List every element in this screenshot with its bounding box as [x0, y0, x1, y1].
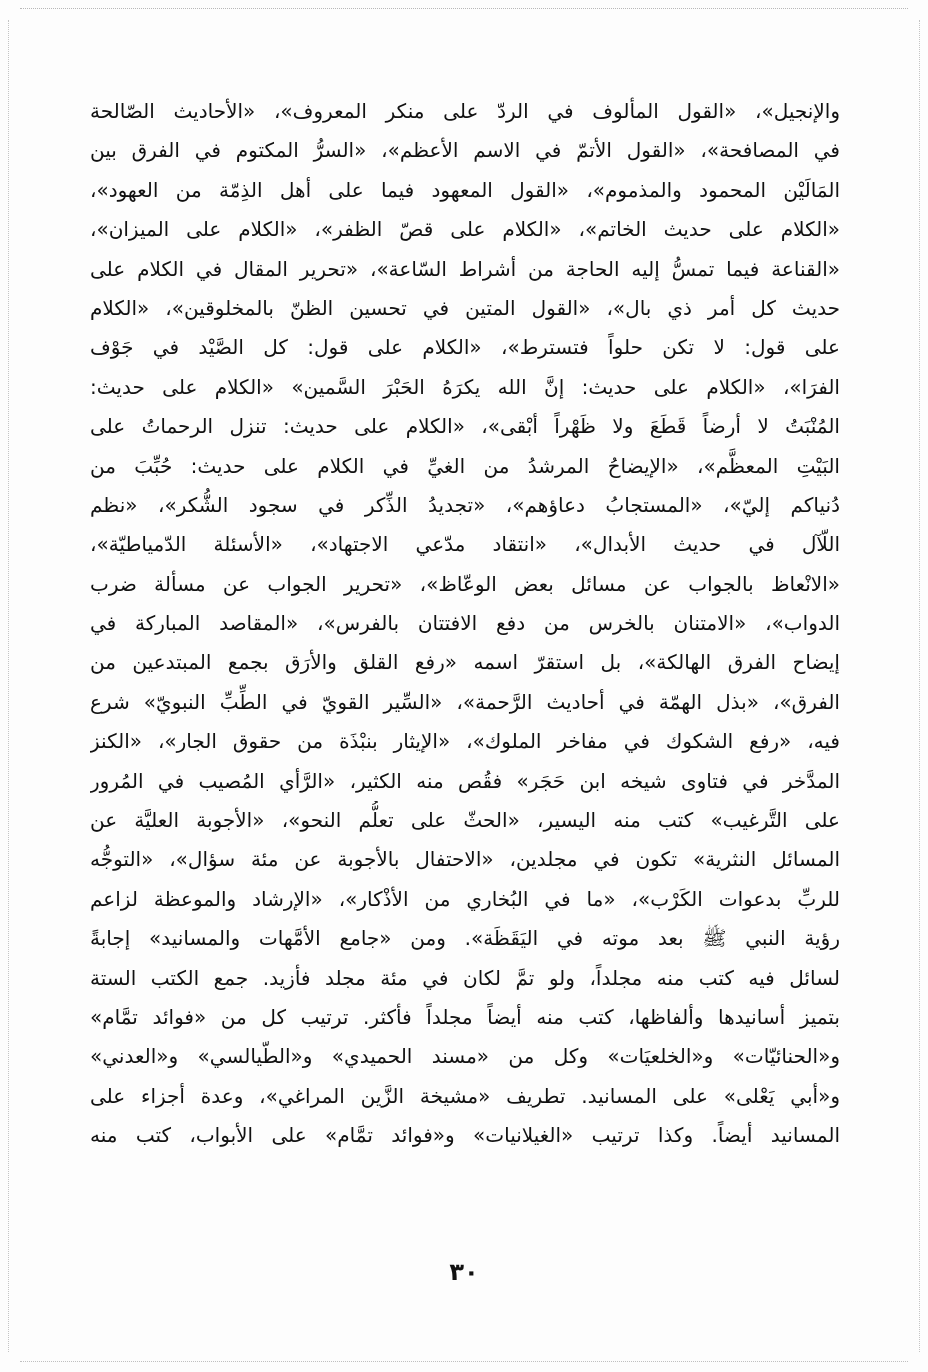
text-line: البَيْتِ المعظَّم»، «الإيضاحُ المرشدُ من الغيِّ في الكلام على حديث: حُبِّبَ من — [90, 453, 840, 478]
text-line: «الانْعاظ بالجواب عن مسائل بعض الوعّاظ»، «تحرير الجواب عن مسألة ضرب — [90, 571, 840, 596]
body-text — [90, 92, 840, 1156]
text-line: الدواب»، «الامتنان بالخرس من دفع الافتتان بالفرس»، «المقاصد المباركة في — [90, 611, 840, 636]
text-line: «الكلام على حديث الخاتم»، «الكلام على قصّ الظفر»، «الكلام على الميزان»، — [90, 217, 840, 242]
text-line: المُنْبَتُ لا أرضاً قَطَعَ ولا ظَهْراً أبْقى»، «الكلام على حديث: تنزل الرحماتُ على — [90, 414, 840, 439]
text-line: والإنجيل»، «القول المألوف في الردّ على منكر المعروف»، «الأحاديث الصّالحة — [90, 99, 840, 123]
text-line: فيه، «رفع الشكوك في مفاخر الملوك»، «الإيثار بنبْذَة من حقوق الجار»، «الكنز — [90, 729, 840, 754]
text-line: الفرق»، «بذل الهمّة في أحاديث الرَّحمة»، «السِّير القويّ في الطِّبِّ النبويّ» شرع — [90, 689, 840, 714]
text-line: على التَّرغيب» كتب منه اليسير، «الحثّ على تعلُّم النحو»، «الأجوبة العليَّة عن — [90, 808, 840, 833]
text-line: المَالَيْن المحمود والمذموم»، «القول المعهود فيما على أهل الذِمّة من العهود»، — [90, 177, 840, 202]
page-edge-right — [919, 20, 920, 1352]
page-edge-bottom — [20, 1361, 908, 1362]
text-line: على قول: لا تكن حلواً فتسترط»، «الكلام على قول: كل الصَّيْد في جَوْف — [90, 335, 840, 360]
text-line: بتميز أسانيدها وألفاظها، كتب منه أيضاً مجلداً فأكثر. ترتيب كل من «فوائد تمَّام» — [90, 1004, 840, 1029]
text-line: لسائل فيه كتب منه مجلداً، ولو تمَّ لكان في مئة مجلد فأزيد. جمع الكتب الستة — [90, 965, 840, 990]
page-number: ٣٠ — [449, 1258, 479, 1286]
text-line: دُنياكم إليّ»، «المستجابُ دعاؤهم»، «تجديدُ الذِّكر في سجود الشُّكر»، «نظم — [90, 492, 840, 517]
text-line: المسانيد أيضاً. وكذا ترتيب «الغيلانيات» و«فوائد تمَّام» على الأبواب، كتب منه — [90, 1123, 840, 1148]
text-line: حديث كل أمر ذي بال»، «القول المتين في تحسين الظنّ بالمخلوقين»، «الكلام — [90, 295, 840, 320]
text-line: الفرَا»، «الكلام على حديث: إنَّ الله يكرَهُ الحَبْرَ السَّمين» «الكلام على حديث: — [90, 374, 840, 399]
text-line: اللّآل في حديث الأبدال»، «انتقاد مدّعي الاجتهاد»، «الأسئلة الدّمياطيّة»، — [90, 532, 840, 557]
text-line: «القناعة فيما تمسُّ إليه الحاجة من أشراط السّاعة»، «تحرير المقال في الكلام على — [90, 256, 840, 281]
text-line: إيضاح الفرق الهالكة»، بل استقرّ اسمه «رفع القلق والأرَق بجمع المبتدعين من — [90, 650, 840, 675]
page-edge-left — [8, 20, 9, 1352]
text-line: في المصافحة»، «القول الأتمّ في الاسم الأعظم»، «السرُّ المكتوم في الفرق بين — [90, 138, 840, 163]
text-line: رؤية النبي ﷺ بعد موته في اليَقَظَة». ومن «جامع الأمَّهات والمسانيد» إجابةً — [90, 926, 840, 951]
page-edge-top — [20, 8, 908, 9]
text-line: و«الحنائيّات» و«الخلعيَات» وكل من «مسند الحميدي» و«الطّيالسي» و«العدني» — [90, 1044, 840, 1069]
text-line: للربِّ بدعوات الكَرْب»، «ما في البُخاري من الأذْكار»، «الإرشاد والموعظة لزاعم — [90, 886, 840, 911]
text-line: المسائل النثرية» تكون في مجلدين، «الاحتفال بالأجوبة عن مئة سؤال»، «التوجُّه — [90, 847, 840, 872]
text-line: المدَّخر في فتاوى شيخه ابن حَجَر» فقُص منه الكثير، «الرَّأي المُصيب في المُرور — [90, 768, 840, 793]
text-line: و«أبي يَعْلى» على المسانيد. تطريف «مشيخة الزَّين المراغي»، وعدة أجزاء على — [90, 1083, 840, 1108]
